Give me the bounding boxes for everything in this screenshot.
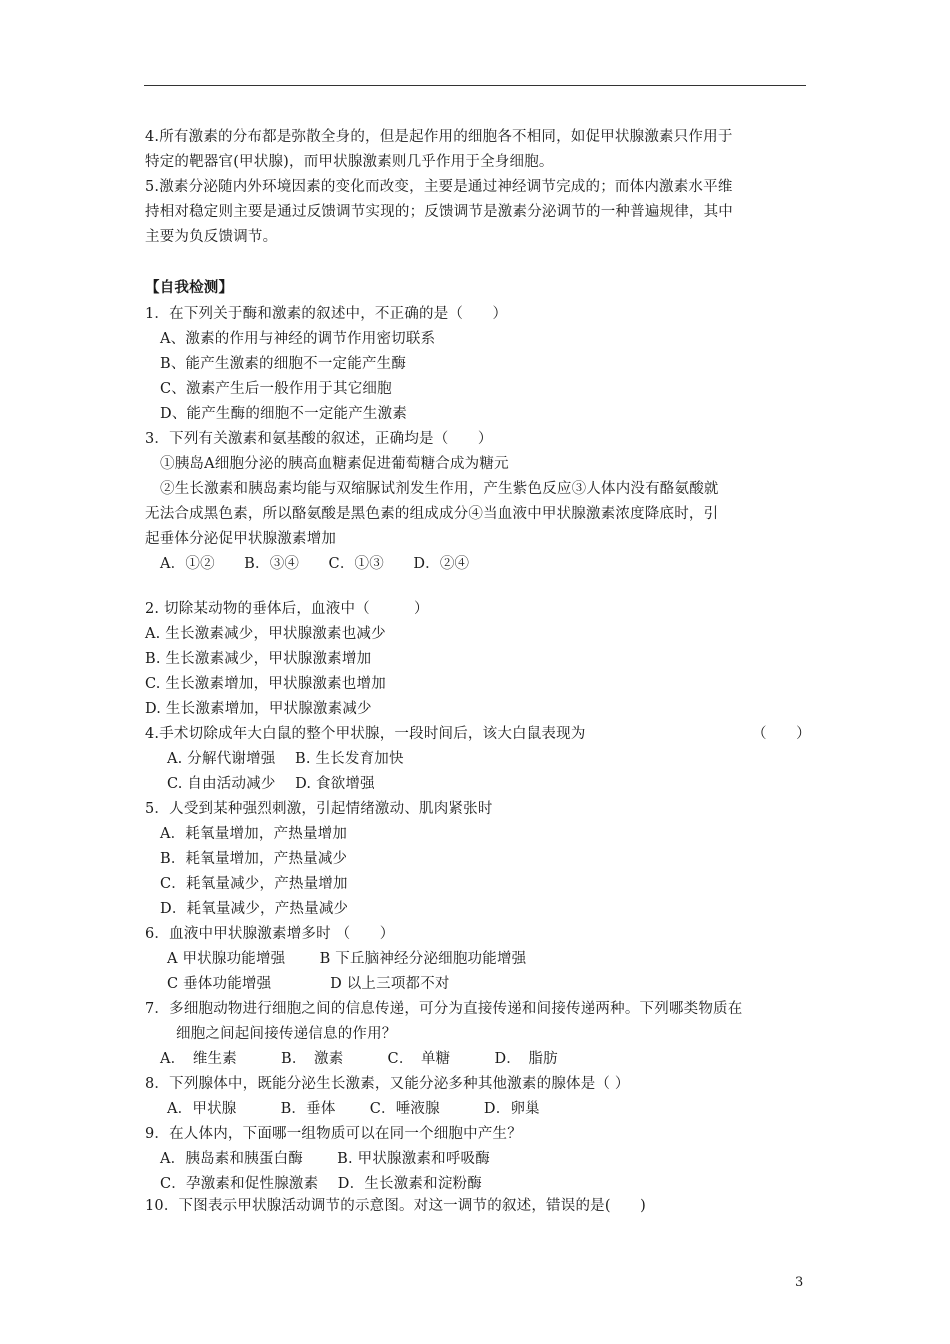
q5-stem: 5．人受到某种强烈刺激，引起情绪激动、肌肉紧张时 [145, 801, 493, 817]
q6-options-cd: C 垂体功能增强 D 以上三项都不对 [167, 976, 450, 992]
q5-option-b: B．耗氧量增加，产热量减少 [160, 851, 348, 867]
intro-line-2: 特定的靶器官(甲状腺)，而甲状腺激素则几乎作用于全身细胞。 [145, 154, 554, 170]
q2-option-b: B. 生长激素减少，甲状腺激素增加 [145, 651, 372, 667]
page-number: 3 [795, 1275, 804, 1290]
q4-answer-blank: （ ） [752, 726, 811, 742]
q9-options-cd: C．孕激素和促性腺激素 D．生长激素和淀粉酶 [160, 1176, 482, 1192]
q6-options-ab: A 甲状腺功能增强 B 下丘脑神经分泌细胞功能增强 [167, 951, 527, 967]
q1-option-b: B、能产生激素的细胞不一定能产生酶 [160, 356, 407, 372]
section-title: 【自我检测】 [145, 279, 234, 296]
q1-stem: 1．在下列关于酶和激素的叙述中，不正确的是（ ） [145, 306, 508, 322]
q2-option-c: C. 生长激素增加，甲状腺激素也增加 [145, 676, 386, 692]
intro-line-4: 持相对稳定则主要是通过反馈调节实现的；反馈调节是激素分泌调节的一种普遍规律，其中 [145, 204, 733, 220]
q2-option-d: D. 生长激素增加，甲状腺激素减少 [145, 701, 372, 717]
q7-stem: 7．多细胞动物进行细胞之间的信息传递，可分为直接传递和间接传递两种。下列哪类物质在 [145, 1001, 743, 1017]
q4-options-ab: A. 分解代谢增强 B. 生长发育加快 [167, 751, 404, 767]
q2-option-a: A. 生长激素减少，甲状腺激素也减少 [145, 626, 386, 642]
q3-statement-cont-1: 无法合成黑色素，所以酪氨酸是黑色素的组成成分④当血液中甲状腺激素浓度降底时，引 [145, 506, 719, 522]
q1-option-c: C、激素产生后一般作用于其它细胞 [160, 381, 392, 397]
q3-statement-1: ①胰岛A细胞分泌的胰高血糖素促进葡萄糖合成为糖元 [160, 456, 509, 472]
q3-statement-cont-2: 起垂体分泌促甲状腺激素增加 [145, 531, 337, 547]
q9-stem: 9．在人体内，下面哪一组物质可以在同一个细胞中产生？ [145, 1126, 522, 1142]
q3-stem: 3．下列有关激素和氨基酸的叙述，正确均是（ ） [145, 431, 493, 447]
q8-options: A．甲状腺 B．垂体 C．唾液腺 D．卵巢 [167, 1101, 540, 1117]
header-rule [144, 85, 806, 86]
q4-stem: 4.手术切除成年大白鼠的整个甲状腺，一段时间后，该大白鼠表现为 [145, 726, 586, 742]
q5-option-a: A．耗氧量增加，产热量增加 [160, 826, 348, 842]
q1-option-d: D、能产生酶的细胞不一定能产生激素 [160, 406, 408, 422]
q9-options-ab: A．胰岛素和胰蛋白酶 B. 甲状腺激素和呼吸酶 [160, 1151, 490, 1167]
q4-options-cd: C. 自由活动减少 D. 食欲增强 [167, 776, 375, 792]
q3-options: A．①② B．③④ C．①③ D．②④ [160, 556, 470, 572]
intro-line-3: 5.激素分泌随内外环境因素的变化而改变，主要是通过神经调节完成的；而体内激素水平维 [145, 179, 733, 195]
intro-line-1: 4.所有激素的分布都是弥散全身的，但是起作用的细胞各不相同，如促甲状腺激素只作用于 [145, 129, 733, 145]
q3-statement-2: ②生长激素和胰岛素均能与双缩脲试剂发生作用，产生紫色反应③人体内没有酪氨酸就 [160, 481, 719, 497]
q5-option-c: C．耗氧量减少，产热量增加 [160, 876, 348, 892]
q5-option-d: D．耗氧量减少，产热量减少 [160, 901, 349, 917]
q2-stem: 2. 切除某动物的垂体后，血液中（ ） [145, 601, 429, 617]
intro-line-5: 主要为负反馈调节。 [145, 229, 278, 245]
q7-options: A． 维生素 B． 激素 C． 单糖 D． 脂肪 [160, 1051, 558, 1067]
q6-stem: 6．血液中甲状腺激素增多时 （ ） [145, 926, 395, 942]
q10-stem: 10．下图表示甲状腺活动调节的示意图。对这一调节的叙述，错误的是( ) [145, 1198, 646, 1214]
q7-stem-cont: 细胞之间起间接传递信息的作用？ [176, 1026, 397, 1042]
q8-stem: 8．下列腺体中，既能分泌生长激素，又能分泌多种其他激素的腺体是（ ） [145, 1076, 630, 1092]
q1-option-a: A、激素的作用与神经的调节作用密切联系 [160, 331, 436, 347]
